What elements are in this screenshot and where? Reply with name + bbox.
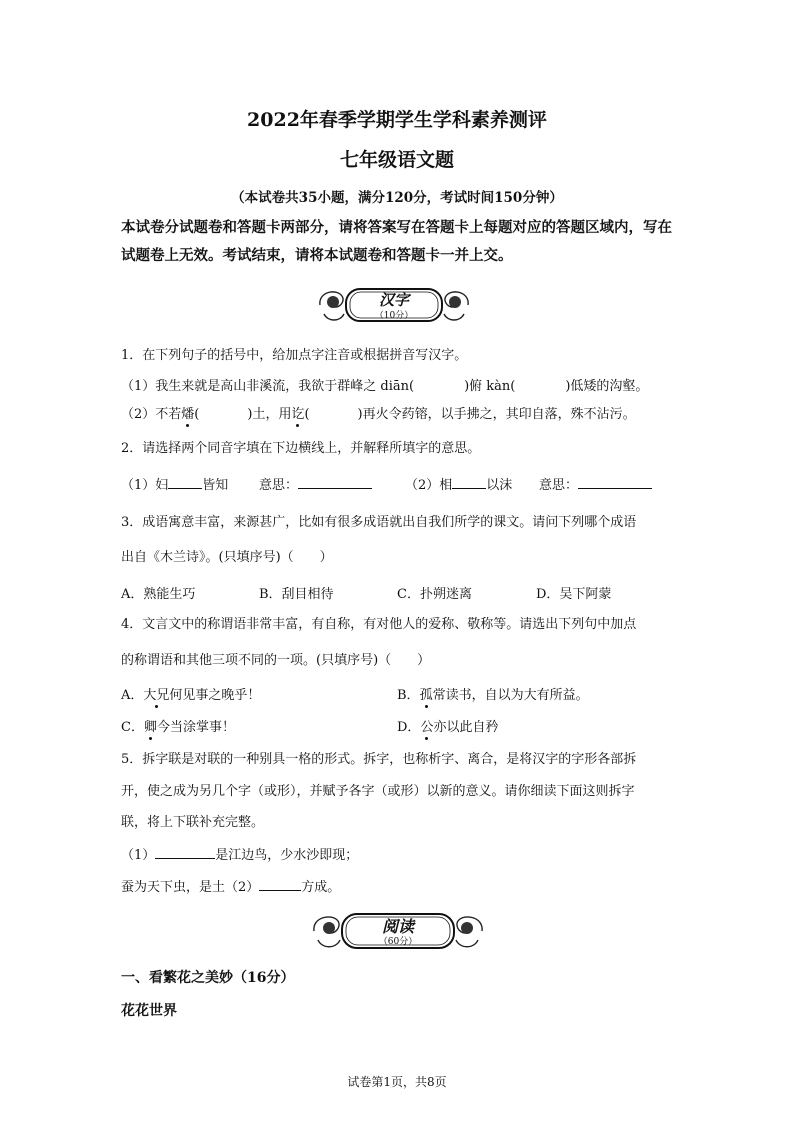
q1-dotted-char-1: 燔	[181, 407, 195, 422]
q1-stem: 1．在下列句子的括号中，给加点字注音或根据拼音写汉字。	[121, 348, 468, 363]
q4-option-a-dotted: 大兄	[143, 688, 170, 703]
section-banner-score: （60分）	[378, 937, 418, 947]
q4-option-c-text: 今当涂掌事！	[156, 720, 235, 735]
page-footer: 试卷第1页，共8页	[347, 1075, 447, 1089]
q2-meaning-1	[259, 474, 372, 493]
q4-option-d-text: 亦以此自矜	[433, 720, 499, 735]
q1-item-2-text-c: )土，用	[247, 407, 292, 422]
exam-subtitle: 七年级语文题	[339, 149, 454, 171]
q5-couplet-1-text: 是江边鸟，少水沙即现；	[215, 848, 359, 863]
q3-stem-line-2: 出自《木兰诗》。(只填序号)（ ）	[121, 550, 333, 565]
section-banner-hanzi	[314, 284, 474, 326]
q2-item-2	[405, 474, 512, 493]
q1-item-1	[121, 375, 648, 394]
q2-stem: 2．请选择两个同音字填在下边横线上，并解释所填字的意思。	[121, 441, 481, 456]
q2-meaning-blank-1[interactable]	[298, 475, 372, 489]
q4-option-c-dotted: 卿	[143, 720, 157, 735]
q4-option-c-label: C．	[121, 720, 144, 735]
passage-title: 花花世界	[121, 1003, 177, 1019]
section-banner-title: 阅读	[381, 917, 414, 936]
q3-option-c: C．扑朔迷离	[397, 587, 472, 602]
q4-option-b-dotted: 孤	[419, 688, 433, 703]
q2-item-2-text-a: （2）相	[405, 478, 453, 493]
q5-couplet-2-text: 方成。	[301, 880, 341, 895]
q5-stem-line-3: 联，将上下联补充完整。	[121, 815, 265, 830]
q3-option-a: A．熟能生巧	[121, 587, 196, 602]
section-banner-title: 汉字	[378, 291, 409, 309]
q5-couplet-2-prefix: 蚕为天下虫，是土（2）	[121, 880, 260, 895]
q4-option-a-label: A．	[121, 688, 144, 703]
q5-stem-line-1: 5．拆字联是对联的一种别具一格的形式。拆字，也称析字、离合，是将汉字的字形各部拆	[121, 752, 637, 767]
q2-blank-2[interactable]	[452, 475, 486, 489]
q5-couplet-1-prefix: （1）	[121, 848, 156, 863]
q4-option-b	[397, 684, 589, 703]
q5-blank-2[interactable]	[259, 877, 301, 891]
q4-option-a-text: 何见事之晚乎！	[169, 688, 261, 703]
q2-blank-1[interactable]	[168, 475, 202, 489]
q2-meaning-1-label: 意思：	[259, 478, 299, 493]
q1-item-2-text-e: )再火令药镕，以手拂之，其印自落，殊不沾污。	[357, 407, 636, 422]
q2-meaning-2-label: 意思：	[539, 478, 579, 493]
q2-meaning-blank-2[interactable]	[578, 475, 652, 489]
q1-item-2-text-b: (	[194, 407, 200, 422]
q5-couplet-line-2	[121, 876, 340, 895]
q4-stem-line-2: 的称谓语和其他三项不同的一项。(只填序号)（ ）	[121, 653, 431, 668]
q2-item-2-text-b: 以沫	[486, 478, 513, 493]
q4-option-d-dotted: 公	[420, 720, 434, 735]
q3-option-d: D．吴下阿蒙	[536, 587, 612, 602]
q5-couplet-line-1	[121, 844, 358, 863]
q4-option-b-label: B．	[397, 688, 420, 703]
q4-option-d	[397, 716, 498, 735]
q4-option-c	[121, 716, 235, 735]
section-banner-score: （10分）	[374, 311, 414, 321]
q2-item-1	[121, 474, 228, 493]
q3-option-b: B．刮目相待	[259, 587, 334, 602]
exam-notice: 本试卷分试题卷和答题卡两部分，请将答案写在答题卡上每题对应的答题区域内，写在试题卷上无效。考试结束，请将本试题卷和答题卡一并上交。	[121, 219, 672, 264]
q2-item-1-text-a: （1）妇	[121, 478, 169, 493]
reading-heading: 一、看繁花之美妙（16分）	[121, 970, 295, 986]
exam-info: （本试卷共35小题，满分120分，考试时间150分钟）	[231, 190, 563, 206]
q1-item-1-text-b: )俯 kàn(	[464, 379, 516, 394]
q1-dotted-char-2: 讫	[291, 407, 305, 422]
q3-stem-line-1: 3．成语寓意丰富，来源甚广，比如有很多成语就出自我们所学的课文。请问下列哪个成语	[121, 515, 637, 530]
q2-meaning-2	[539, 474, 652, 493]
q1-item-2	[121, 403, 636, 422]
q5-stem-line-2: 开，使之成为另几个字（或形），并赋予各字（或形）以新的意义。请你细读下面这则拆字	[121, 784, 635, 799]
q4-option-b-text: 常读书，自以为大有所益。	[432, 688, 589, 703]
section-banner-yuedu	[308, 909, 468, 951]
q5-blank-1[interactable]	[155, 845, 215, 859]
q4-option-d-label: D．	[397, 720, 421, 735]
q4-stem-line-1: 4．文言文中的称谓语非常丰富，有自称，有对他人的爱称、敬称等。请选出下列句中加点	[121, 617, 637, 632]
q1-item-1-text-c: )低矮的沟壑。	[565, 379, 649, 394]
exam-title: 2022年春季学期学生学科素养测评	[247, 109, 547, 131]
q1-item-1-text-a: （1）我生来就是高山非溪流，我欲于群峰之 diān(	[121, 379, 415, 394]
q4-option-a	[121, 684, 260, 703]
q2-item-1-text-b: 皆知	[202, 478, 229, 493]
q1-item-2-text-a: （2）不若	[121, 407, 182, 422]
q1-item-2-text-d: (	[304, 407, 310, 422]
